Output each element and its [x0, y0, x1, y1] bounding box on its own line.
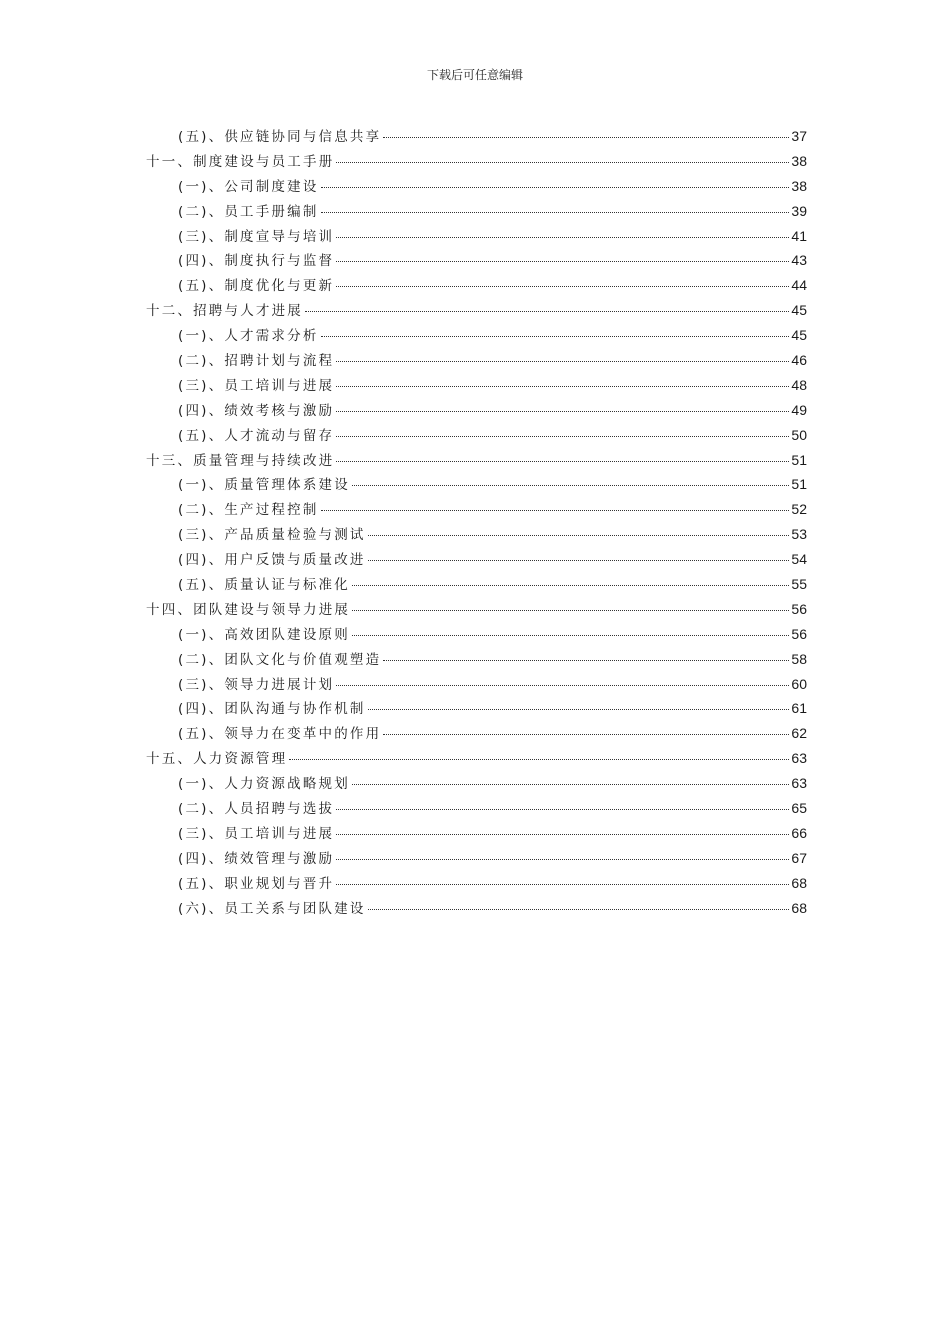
toc-page-number: 48 — [791, 376, 807, 393]
toc-entry-title: (一)、公司制度建设 — [178, 178, 319, 195]
toc-entry-title: (二)、人员招聘与选拔 — [178, 801, 335, 818]
toc-page-number: 43 — [791, 252, 807, 269]
toc-dot-leader — [336, 436, 789, 437]
toc-section-entry[interactable] — [146, 847, 807, 872]
toc-page-number: 55 — [791, 576, 807, 593]
toc-page-number: 49 — [791, 401, 807, 418]
toc-dot-leader — [336, 386, 789, 387]
toc-dot-leader — [368, 535, 790, 536]
toc-page-number: 56 — [791, 600, 807, 617]
toc-page-number: 63 — [791, 750, 807, 767]
table-of-contents — [146, 125, 807, 922]
toc-page-number: 51 — [791, 451, 807, 468]
toc-dot-leader — [383, 734, 789, 735]
toc-page-number: 41 — [791, 227, 807, 244]
toc-dot-leader — [352, 784, 789, 785]
toc-section-entry[interactable] — [146, 498, 807, 523]
toc-entry-title: (二)、招聘计划与流程 — [178, 353, 335, 370]
toc-section-entry[interactable] — [146, 399, 807, 424]
toc-chapter-entry[interactable] — [146, 598, 807, 623]
toc-dot-leader — [336, 237, 789, 238]
toc-page-number: 53 — [791, 526, 807, 543]
toc-dot-leader — [336, 834, 789, 835]
toc-entry-title: (三)、员工培训与进展 — [178, 825, 335, 842]
toc-entry-title: (一)、人力资源战略规划 — [178, 776, 350, 793]
toc-section-entry[interactable] — [146, 872, 807, 897]
toc-page-number: 62 — [791, 725, 807, 742]
toc-entry-title: (五)、人才流动与留存 — [178, 427, 335, 444]
toc-entry-title: (四)、团队沟通与协作机制 — [178, 701, 366, 718]
toc-page-number: 39 — [791, 202, 807, 219]
toc-entry-title: (五)、质量认证与标准化 — [178, 577, 350, 594]
toc-section-entry[interactable] — [146, 324, 807, 349]
toc-section-entry[interactable] — [146, 249, 807, 274]
toc-section-entry[interactable] — [146, 623, 807, 648]
toc-dot-leader — [383, 137, 789, 138]
toc-section-entry[interactable] — [146, 349, 807, 374]
toc-entry-title: (二)、生产过程控制 — [178, 502, 319, 519]
toc-section-entry[interactable] — [146, 200, 807, 225]
toc-section-entry[interactable] — [146, 473, 807, 498]
toc-section-entry[interactable] — [146, 424, 807, 449]
toc-section-entry[interactable] — [146, 722, 807, 747]
toc-dot-leader — [321, 336, 790, 337]
toc-section-entry[interactable] — [146, 125, 807, 150]
toc-section-entry[interactable] — [146, 822, 807, 847]
toc-dot-leader — [352, 585, 789, 586]
toc-section-entry[interactable] — [146, 523, 807, 548]
toc-dot-leader — [368, 709, 790, 710]
toc-chapter-entry[interactable] — [146, 150, 807, 175]
toc-entry-title: (四)、用户反馈与质量改进 — [178, 552, 366, 569]
toc-dot-leader — [336, 162, 789, 163]
toc-page-number: 63 — [791, 775, 807, 792]
toc-page-number: 51 — [791, 476, 807, 493]
toc-dot-leader — [336, 286, 789, 287]
toc-dot-leader — [368, 560, 790, 561]
toc-page-number: 45 — [791, 302, 807, 319]
toc-entry-title: (二)、团队文化与价值观塑造 — [178, 651, 382, 668]
toc-page-number: 56 — [791, 625, 807, 642]
toc-entry-title: (五)、制度优化与更新 — [178, 278, 335, 295]
toc-page-number: 44 — [791, 277, 807, 294]
toc-dot-leader — [336, 859, 789, 860]
toc-dot-leader — [383, 660, 789, 661]
toc-page-number: 67 — [791, 849, 807, 866]
toc-page-number: 46 — [791, 352, 807, 369]
toc-page-number: 58 — [791, 650, 807, 667]
toc-page-number: 38 — [791, 177, 807, 194]
toc-section-entry[interactable] — [146, 175, 807, 200]
toc-page-number: 61 — [791, 700, 807, 717]
toc-section-entry[interactable] — [146, 573, 807, 598]
toc-chapter-entry[interactable] — [146, 299, 807, 324]
toc-dot-leader — [336, 261, 789, 262]
toc-dot-leader — [321, 212, 790, 213]
toc-section-entry[interactable] — [146, 225, 807, 250]
toc-page-number: 37 — [791, 128, 807, 144]
toc-entry-title: 十四、团队建设与领导力进展 — [146, 601, 351, 618]
page-header-note: 下载后可任意编辑 — [426, 68, 523, 82]
toc-section-entry[interactable] — [146, 374, 807, 399]
toc-entry-title: (一)、人才需求分析 — [178, 328, 319, 345]
toc-entry-title: (三)、制度宣导与培训 — [178, 228, 335, 245]
toc-dot-leader — [336, 685, 789, 686]
toc-page-number: 68 — [791, 899, 807, 916]
toc-dot-leader — [336, 411, 789, 412]
toc-page-number: 60 — [791, 675, 807, 692]
toc-dot-leader — [289, 759, 789, 760]
toc-dot-leader — [368, 909, 790, 910]
toc-dot-leader — [305, 311, 789, 312]
toc-entry-title: (六)、员工关系与团队建设 — [178, 900, 366, 917]
toc-section-entry[interactable] — [146, 897, 807, 922]
toc-entry-title: (一)、质量管理体系建设 — [178, 477, 350, 494]
toc-dot-leader — [321, 187, 790, 188]
toc-entry-title: 十二、招聘与人才进展 — [146, 303, 303, 320]
toc-dot-leader — [336, 361, 789, 362]
toc-entry-title: (四)、制度执行与监督 — [178, 253, 335, 270]
toc-section-entry[interactable] — [146, 648, 807, 673]
toc-entry-title: (四)、绩效考核与激励 — [178, 402, 335, 419]
toc-section-entry[interactable] — [146, 772, 807, 797]
toc-page-number: 68 — [791, 874, 807, 891]
toc-section-entry[interactable] — [146, 797, 807, 822]
toc-entry-title: 十一、制度建设与员工手册 — [146, 153, 335, 170]
toc-dot-leader — [352, 610, 789, 611]
toc-entry-title: (一)、高效团队建设原则 — [178, 626, 350, 643]
toc-section-entry[interactable] — [146, 548, 807, 573]
toc-chapter-entry[interactable] — [146, 449, 807, 474]
toc-page-number: 65 — [791, 800, 807, 817]
toc-page-number: 45 — [791, 327, 807, 344]
toc-entry-title: (五)、供应链协同与信息共享 — [178, 129, 382, 145]
toc-section-entry[interactable] — [146, 697, 807, 722]
toc-entry-title: (二)、员工手册编制 — [178, 203, 319, 220]
toc-entry-title: (三)、产品质量检验与测试 — [178, 527, 366, 544]
toc-entry-title: (三)、员工培训与进展 — [178, 377, 335, 394]
toc-page-number: 52 — [791, 501, 807, 518]
toc-section-entry[interactable] — [146, 274, 807, 299]
toc-entry-title: 十三、质量管理与持续改进 — [146, 452, 335, 469]
toc-dot-leader — [352, 485, 789, 486]
toc-entry-title: (五)、领导力在变革中的作用 — [178, 726, 382, 743]
toc-entry-title: (四)、绩效管理与激励 — [178, 850, 335, 867]
toc-dot-leader — [321, 510, 790, 511]
toc-chapter-entry[interactable] — [146, 747, 807, 772]
toc-dot-leader — [336, 461, 789, 462]
toc-entry-title: (五)、职业规划与晋升 — [178, 875, 335, 892]
toc-dot-leader — [336, 884, 789, 885]
toc-page-number: 38 — [791, 152, 807, 169]
toc-entry-title: (三)、领导力进展计划 — [178, 676, 335, 693]
toc-section-entry[interactable] — [146, 673, 807, 698]
toc-page-number: 54 — [791, 551, 807, 568]
toc-page-number: 66 — [791, 824, 807, 841]
toc-entry-title: 十五、人力资源管理 — [146, 751, 288, 768]
toc-dot-leader — [336, 809, 789, 810]
toc-dot-leader — [352, 635, 789, 636]
toc-page-number: 50 — [791, 426, 807, 443]
